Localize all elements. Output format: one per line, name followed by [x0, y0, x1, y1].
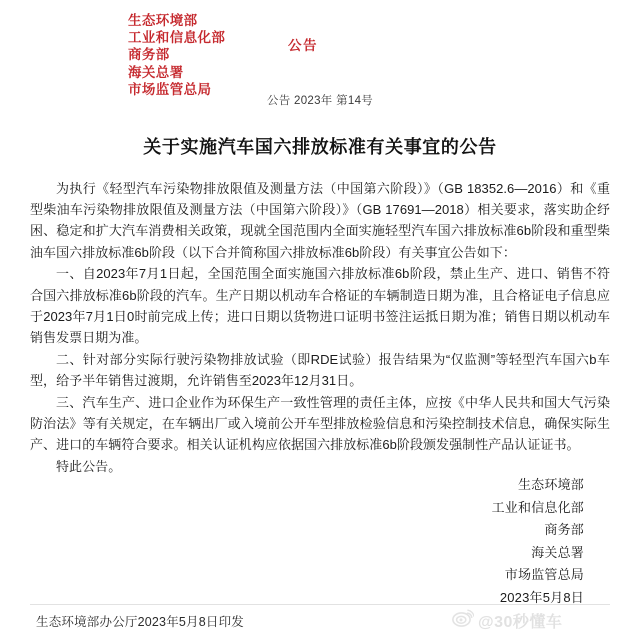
document-number: 公告 2023年 第14号: [266, 95, 374, 107]
body-paragraph-closing: 特此公告。: [56, 458, 122, 474]
signature-agency: 生态环境部: [517, 477, 584, 492]
signature-agency: 商务部: [544, 522, 584, 537]
masthead-agency-line: 工业和信息化部: [128, 30, 226, 46]
document-kind-label: 公告: [288, 38, 318, 53]
masthead-agencies: [128, 12, 528, 98]
watermark: [452, 609, 562, 632]
body-paragraph-intro: 为执行《轻型汽车污染物排放限值及测量方法（中国第六阶段）》（GB 18352.6—2016）和《重型柴油车污染物排放限值及测量方法（中国第六阶段）》（GB 17691—2018）相关要求，落实助企纾困、稳定和扩大汽车消费相关政策，现就全国范围内全面实施轻型汽车国六排放标准6b阶段和重型柴油车国六排放标准6b阶段（以下合并简称国六排放标准6b阶段）有关事宜公告如下：: [30, 181, 610, 260]
signature-agency: 海关总署: [531, 544, 584, 560]
masthead-agency-line: 市场监管总局: [128, 81, 212, 97]
footer-divider: [30, 604, 610, 605]
masthead-agency-line: 海关总署: [128, 64, 184, 80]
signature-date: 2023年5月8日: [499, 589, 584, 605]
page-title: 关于实施汽车国六排放标准有关事宜的公告: [143, 137, 497, 157]
body-paragraph-article-2: 二、针对部分实际行驶污染物排放试验（即RDE试验）报告结果为“仅监测”等轻型汽车国六b车型，给予半年销售过渡期，允许销售至2023年12月31日。: [30, 351, 610, 388]
signature-agency: 市场监管总局: [504, 567, 584, 582]
document-body: [30, 178, 610, 477]
watermark-handle: @30秒懂车: [478, 614, 563, 631]
body-paragraph-article-1: 一、自2023年7月1日起，全国范围全面实施国六排放标准6b阶段，禁止生产、进口、销售不符合国六排放标准6b阶段的汽车。生产日期以机动车合格证的车辆制造日期为准，且合格证电子信息应于2023年7月1日0时前完成上传；进口日期以货物进口证明书签注运抵日期为准；销售日期以机动车销售发票日期为准。: [30, 266, 610, 345]
masthead-agency-line: 生态环境部: [128, 13, 198, 28]
signature-block: [492, 474, 584, 609]
body-paragraph-article-3: 三、汽车生产、进口企业作为环保生产一致性管理的责任主体，应按《中华人民共和国大气污染防治法》等有关规定，在车辆出厂或入境前公开车型排放检验信息和污染控制技术信息，确保实际生产、进口的车辆符合要求。相关认证机构应依据国六排放标准6b阶段颁发强制性产品认证证书。: [30, 394, 610, 452]
weibo-icon: [452, 609, 474, 632]
signature-agency: 工业和信息化部: [491, 499, 584, 515]
footer-issuing-note: 生态环境部办公厅2023年5月8日印发: [36, 615, 245, 629]
masthead-agency-line: 商务部: [128, 47, 170, 63]
